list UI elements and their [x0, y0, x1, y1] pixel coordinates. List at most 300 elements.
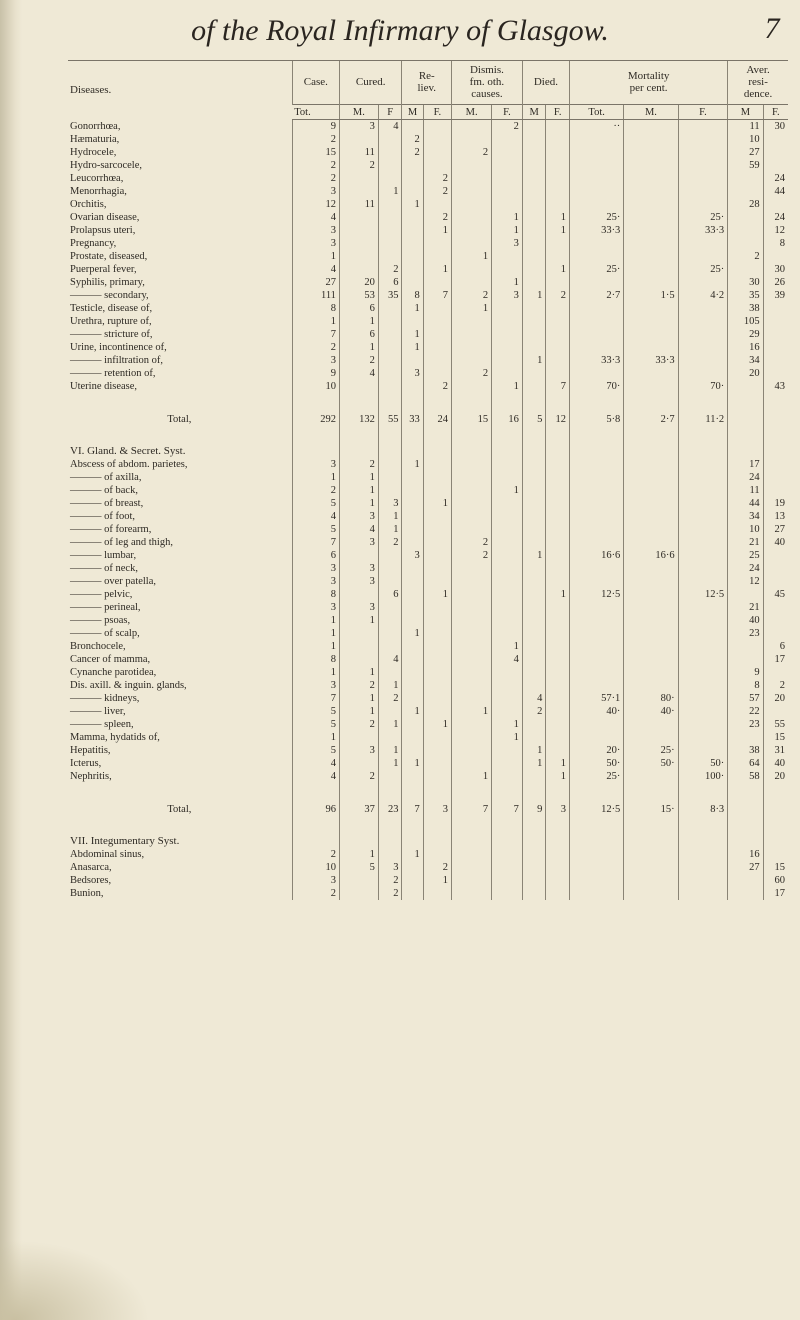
table-cell	[492, 523, 523, 536]
table-cell: 28	[728, 198, 763, 211]
table-cell: 1	[423, 263, 451, 276]
table-cell	[546, 250, 570, 263]
table-cell	[522, 211, 546, 224]
table-cell	[522, 185, 546, 198]
spacer-cell	[292, 783, 339, 793]
spacer-cell	[522, 825, 546, 835]
subheader-cell: M.	[452, 105, 492, 120]
table-cell	[546, 328, 570, 341]
table-cell	[570, 146, 624, 159]
table-cell: 132	[339, 403, 378, 435]
table-cell	[570, 679, 624, 692]
table-cell: 5·8	[570, 403, 624, 435]
table-cell: 17	[763, 887, 788, 900]
table-cell	[378, 601, 402, 614]
table-cell	[728, 640, 763, 653]
table-cell: 33·3	[678, 224, 728, 237]
table-cell: 1	[423, 718, 451, 731]
table-cell	[402, 497, 423, 510]
table-cell	[423, 250, 451, 263]
table-cell	[452, 757, 492, 770]
table-cell	[546, 159, 570, 172]
table-row	[68, 341, 788, 354]
table-cell	[522, 874, 546, 887]
table-cell: 1	[423, 588, 451, 601]
disease-name: Bronchocele,	[70, 641, 126, 652]
table-cell	[624, 614, 678, 627]
table-cell	[678, 536, 728, 549]
empty-cell	[678, 445, 728, 458]
table-row	[68, 575, 788, 588]
table-body	[68, 120, 788, 901]
table-cell: 3	[292, 458, 339, 471]
table-cell	[522, 718, 546, 731]
table-cell: 2	[546, 289, 570, 302]
table-cell	[763, 341, 788, 354]
disease-name: Nephritis,	[70, 771, 112, 782]
disease-name: Hepatitis,	[70, 745, 111, 756]
table-cell	[522, 588, 546, 601]
table-cell	[492, 549, 523, 562]
table-cell	[339, 380, 378, 393]
table-cell: 25·	[570, 263, 624, 276]
table-cell	[522, 198, 546, 211]
spacer-cell	[492, 393, 523, 403]
table-cell	[624, 341, 678, 354]
table-cell	[728, 653, 763, 666]
table-cell	[378, 315, 402, 328]
table-row	[68, 536, 788, 549]
table-cell	[402, 471, 423, 484]
table-cell: 1	[492, 640, 523, 653]
disease-name: Icterus,	[70, 758, 102, 769]
table-row	[68, 718, 788, 731]
spacer-cell	[728, 393, 763, 403]
table-cell	[452, 354, 492, 367]
table-cell	[452, 133, 492, 146]
table-cell: 5	[292, 523, 339, 536]
table-cell	[570, 302, 624, 315]
empty-cell	[423, 445, 451, 458]
table-cell: 59	[728, 159, 763, 172]
table-cell	[546, 510, 570, 523]
table-cell: 80·	[624, 692, 678, 705]
table-cell	[423, 536, 451, 549]
total-row	[68, 403, 788, 435]
table-cell	[763, 367, 788, 380]
col-mortality: Mortality per cent.	[570, 60, 728, 105]
table-cell	[452, 471, 492, 484]
disease-name: Abdominal sinus,	[70, 849, 145, 860]
table-cell	[522, 250, 546, 263]
book-spine-shadow	[0, 0, 22, 1320]
table-cell: 7	[492, 793, 523, 825]
table-cell	[378, 484, 402, 497]
table-cell: 12	[292, 198, 339, 211]
table-cell: 58	[728, 770, 763, 783]
table-cell: 100·	[678, 770, 728, 783]
table-cell: 12	[728, 575, 763, 588]
table-cell: 96	[292, 793, 339, 825]
table-cell	[492, 692, 523, 705]
table-cell: 1	[546, 757, 570, 770]
table-cell	[624, 263, 678, 276]
table-cell: 1	[378, 744, 402, 757]
table-cell: 15	[763, 861, 788, 874]
table-row	[68, 185, 788, 198]
table-cell	[423, 640, 451, 653]
table-cell	[452, 198, 492, 211]
table-cell	[570, 133, 624, 146]
spacer-cell	[570, 825, 624, 835]
table-cell: 55	[378, 403, 402, 435]
subheader-cell: M	[728, 105, 763, 120]
table-cell	[522, 679, 546, 692]
table-cell	[728, 588, 763, 601]
table-cell	[624, 146, 678, 159]
table-cell	[570, 887, 624, 900]
table-cell: 1	[492, 276, 523, 289]
table-cell	[402, 679, 423, 692]
table-cell	[423, 744, 451, 757]
table-cell: 50·	[624, 757, 678, 770]
table-cell	[678, 718, 728, 731]
table-cell: 1	[339, 471, 378, 484]
table-cell	[402, 159, 423, 172]
table-cell	[402, 536, 423, 549]
table-cell	[492, 770, 523, 783]
spacer-cell	[423, 435, 451, 445]
table-row	[68, 705, 788, 718]
table-cell: 7	[452, 793, 492, 825]
table-cell	[402, 601, 423, 614]
table-cell	[678, 172, 728, 185]
table-cell: 1	[402, 627, 423, 640]
table-cell	[402, 874, 423, 887]
disease-name: ——— psoas,	[70, 615, 131, 626]
table-cell	[570, 185, 624, 198]
disease-name: Abscess of abdom. parietes,	[70, 459, 188, 470]
table-row	[68, 861, 788, 874]
table-cell: 7	[423, 289, 451, 302]
empty-cell	[452, 445, 492, 458]
table-cell: 3	[292, 562, 339, 575]
table-cell	[546, 653, 570, 666]
table-cell: 11	[339, 198, 378, 211]
table-cell	[402, 640, 423, 653]
table-cell: 2	[423, 185, 451, 198]
table-cell	[546, 172, 570, 185]
table-cell	[452, 744, 492, 757]
table-cell: 12·5	[570, 793, 624, 825]
disease-name: ——— of forearm,	[70, 524, 152, 535]
table-cell	[423, 146, 451, 159]
table-cell	[570, 484, 624, 497]
table-cell: 1	[423, 497, 451, 510]
table-cell	[522, 887, 546, 900]
table-cell: 1	[339, 705, 378, 718]
table-cell: ··	[570, 120, 624, 134]
table-cell: 1	[492, 380, 523, 393]
table-cell	[452, 588, 492, 601]
table-cell	[492, 263, 523, 276]
table-cell	[522, 471, 546, 484]
table-cell: 20	[763, 770, 788, 783]
table-cell	[378, 172, 402, 185]
table-cell	[678, 185, 728, 198]
table-cell	[546, 874, 570, 887]
table-cell: 3	[546, 793, 570, 825]
empty-cell	[492, 835, 523, 848]
table-cell	[492, 575, 523, 588]
spacer-cell	[68, 783, 292, 793]
table-cell	[402, 770, 423, 783]
disease-name: Urethra, rupture of,	[70, 316, 152, 327]
table-cell	[492, 458, 523, 471]
table-cell	[546, 536, 570, 549]
table-cell: 3	[292, 224, 339, 237]
table-cell: 30	[763, 120, 788, 134]
spacer-cell	[378, 783, 402, 793]
table-cell: 2	[452, 146, 492, 159]
empty-cell	[378, 835, 402, 848]
table-row	[68, 380, 788, 393]
table-cell	[678, 627, 728, 640]
table-cell	[678, 523, 728, 536]
table-cell	[402, 861, 423, 874]
spacer-cell	[68, 435, 292, 445]
table-cell: 4·2	[678, 289, 728, 302]
table-cell: 2	[492, 120, 523, 134]
table-cell: 1	[339, 484, 378, 497]
disease-name: Cynanche parotidea,	[70, 667, 157, 678]
table-cell	[492, 341, 523, 354]
table-cell	[492, 874, 523, 887]
empty-cell	[292, 445, 339, 458]
table-cell: 38	[728, 302, 763, 315]
table-cell: 1	[378, 185, 402, 198]
table-cell	[339, 237, 378, 250]
table-cell	[452, 640, 492, 653]
table-cell	[378, 731, 402, 744]
table-cell	[378, 250, 402, 263]
table-cell	[678, 510, 728, 523]
table-cell	[339, 640, 378, 653]
table-cell	[423, 770, 451, 783]
spacer-cell	[292, 393, 339, 403]
table-cell	[423, 523, 451, 536]
table-cell	[492, 861, 523, 874]
table-cell	[522, 640, 546, 653]
table-cell: 2	[763, 679, 788, 692]
total-label: Total,	[167, 413, 192, 425]
table-cell	[570, 731, 624, 744]
table-cell	[492, 614, 523, 627]
table-cell: 1	[402, 848, 423, 861]
disease-name: Hydro-sarcocele,	[70, 160, 143, 171]
table-cell	[570, 276, 624, 289]
table-cell	[763, 133, 788, 146]
table-cell	[423, 679, 451, 692]
table-cell: 1	[546, 263, 570, 276]
table-cell	[763, 793, 788, 825]
table-cell	[546, 120, 570, 134]
table-cell	[522, 328, 546, 341]
table-cell	[678, 614, 728, 627]
table-row	[68, 315, 788, 328]
table-cell	[522, 315, 546, 328]
table-cell	[624, 770, 678, 783]
table-cell	[570, 575, 624, 588]
table-cell: 27	[728, 146, 763, 159]
table-cell	[423, 367, 451, 380]
table-cell	[378, 354, 402, 367]
disease-name: ——— stricture of,	[70, 329, 153, 340]
spacer-row	[68, 393, 788, 403]
spacer-cell	[624, 393, 678, 403]
table-cell	[452, 484, 492, 497]
spacer-row	[68, 435, 788, 445]
table-cell: 8	[292, 302, 339, 315]
table-cell	[624, 172, 678, 185]
spacer-cell	[339, 825, 378, 835]
table-cell: 111	[292, 289, 339, 302]
table-cell	[763, 614, 788, 627]
table-cell: 2·7	[570, 289, 624, 302]
table-cell	[378, 575, 402, 588]
table-cell	[678, 250, 728, 263]
table-cell	[678, 861, 728, 874]
table-cell	[339, 757, 378, 770]
table-row	[68, 770, 788, 783]
spacer-cell	[570, 393, 624, 403]
table-cell: 57	[728, 692, 763, 705]
table-cell: 24	[423, 403, 451, 435]
table-cell	[378, 627, 402, 640]
spacer-cell	[492, 783, 523, 793]
table-cell	[546, 731, 570, 744]
table-cell: 27	[763, 523, 788, 536]
table-cell	[570, 172, 624, 185]
table-cell: 6	[763, 640, 788, 653]
table-cell	[402, 588, 423, 601]
col-died: Died.	[522, 60, 569, 105]
table-cell	[452, 887, 492, 900]
table-cell: 2	[452, 367, 492, 380]
table-cell	[522, 601, 546, 614]
table-cell	[423, 471, 451, 484]
table-cell: 20	[763, 692, 788, 705]
table-cell	[452, 172, 492, 185]
spacer-cell	[339, 393, 378, 403]
table-cell	[402, 744, 423, 757]
table-cell	[624, 731, 678, 744]
table-cell: 2	[423, 380, 451, 393]
table-cell	[378, 380, 402, 393]
table-cell	[492, 536, 523, 549]
table-cell	[624, 224, 678, 237]
total-label: Total,	[167, 803, 192, 815]
table-cell	[492, 627, 523, 640]
table-cell	[763, 562, 788, 575]
table-cell	[624, 120, 678, 134]
table-cell: 24	[763, 172, 788, 185]
table-cell	[492, 744, 523, 757]
table-cell: 1	[402, 458, 423, 471]
spacer-cell	[492, 825, 523, 835]
table-cell: 30	[763, 263, 788, 276]
table-cell: 2	[339, 159, 378, 172]
table-cell	[678, 601, 728, 614]
table-cell	[546, 627, 570, 640]
table-cell: 1	[378, 679, 402, 692]
table-row	[68, 679, 788, 692]
table-cell: 6	[378, 276, 402, 289]
table-cell	[728, 793, 763, 825]
total-row	[68, 793, 788, 825]
empty-cell	[378, 445, 402, 458]
table-cell	[570, 861, 624, 874]
empty-cell	[570, 445, 624, 458]
table-cell	[546, 562, 570, 575]
spacer-cell	[728, 783, 763, 793]
table-cell	[378, 458, 402, 471]
section-heading-row	[68, 445, 788, 458]
table-cell	[763, 354, 788, 367]
subheader-cell: Tot.	[570, 105, 624, 120]
table-cell: 4	[492, 653, 523, 666]
table-cell	[423, 354, 451, 367]
table-cell: 33	[402, 403, 423, 435]
table-cell: 4	[339, 523, 378, 536]
table-cell	[423, 302, 451, 315]
table-cell	[570, 562, 624, 575]
table-cell	[546, 497, 570, 510]
table-cell: 4	[292, 770, 339, 783]
table-cell	[402, 575, 423, 588]
table-cell	[378, 562, 402, 575]
table-cell	[423, 549, 451, 562]
table-cell: 44	[763, 185, 788, 198]
table-cell: 2	[292, 848, 339, 861]
spacer-cell	[423, 825, 451, 835]
empty-cell	[570, 835, 624, 848]
spacer-cell	[492, 435, 523, 445]
disease-name: Puerperal fever,	[70, 264, 137, 275]
table-cell	[339, 224, 378, 237]
table-cell	[402, 211, 423, 224]
empty-cell	[402, 445, 423, 458]
table-cell	[763, 403, 788, 435]
table-cell	[378, 549, 402, 562]
table-row	[68, 211, 788, 224]
table-cell	[624, 328, 678, 341]
table-cell: 33·3	[570, 354, 624, 367]
table-cell	[624, 211, 678, 224]
subheader-cell: M	[522, 105, 546, 120]
table-row	[68, 523, 788, 536]
table-cell: 7	[292, 328, 339, 341]
table-cell	[452, 380, 492, 393]
table-cell	[339, 653, 378, 666]
table-cell: 23	[728, 718, 763, 731]
disease-name: Gonorrhœa,	[70, 121, 121, 132]
table-cell: 43	[763, 380, 788, 393]
table-cell	[452, 263, 492, 276]
table-cell: 10	[292, 861, 339, 874]
table-cell: 12	[763, 224, 788, 237]
table-cell	[678, 354, 728, 367]
